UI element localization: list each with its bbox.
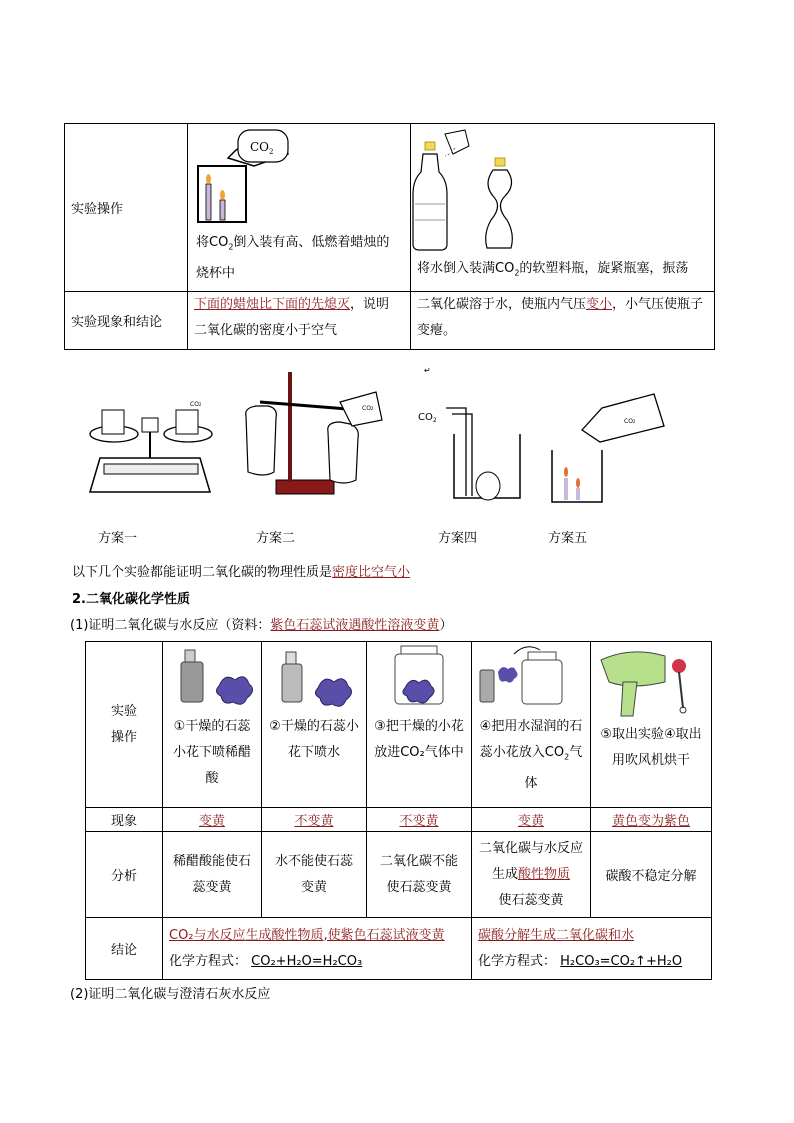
row-label-operation-2: 实验操作: [86, 642, 163, 808]
op-cell-5: [591, 642, 712, 808]
experiment-figures: [80, 368, 700, 508]
cell-bottle-experiment: [411, 124, 715, 292]
co2-bubble-label: $CO_2$: [250, 140, 274, 156]
equation-left: CO₂+H₂O=H₂CO₃: [251, 953, 363, 969]
spray-jar-icon: [472, 642, 590, 708]
figure-label-5: 方案五: [548, 531, 588, 546]
section-2-title: 2.二氧化碳化学性质: [72, 592, 190, 607]
op-cell-2: [262, 642, 367, 808]
observation-bottle: 二氧化碳溶于水，使瓶内气压变小，小气压使瓶子 变瘪。: [411, 291, 715, 349]
phenomenon-3: 不变黄: [399, 814, 439, 829]
summary-line: 以下几个实验都能证明二氧化碳的物理性质是密度比空气小: [72, 565, 411, 580]
op-cell-4: [472, 642, 591, 808]
observation-candle: 下面的蜡烛比下面的先熄灭，说明 二氧化碳的密度小于空气: [188, 291, 411, 349]
cell-candle-experiment: [188, 124, 411, 292]
hair-dryer-icon: [591, 642, 711, 718]
op-cell-3: [367, 642, 472, 808]
beaker-candles-figure: [552, 394, 664, 502]
bottle-description: 将水倒入装满$CO_2$的软塑料瓶，旋紧瓶塞，振荡: [417, 261, 689, 278]
op-cell-1: [163, 642, 262, 808]
figure-label-4: 方案四: [438, 531, 478, 546]
balance-figure: [90, 401, 212, 492]
row-label-conclusion: 结论: [86, 918, 163, 980]
figure-label-2: 方案二: [256, 531, 296, 546]
table-experiment-1: [64, 123, 715, 350]
label-text: 实验操作: [71, 201, 124, 217]
analysis-5: 碳酸不稳定分解: [591, 832, 712, 918]
analysis-1: 稀醋酸能使石蕊变黄: [163, 832, 262, 918]
stand-bags-figure: [246, 372, 382, 494]
row-label-observation: 实验现象和结论: [65, 291, 188, 349]
figure-label-1: 方案一: [98, 531, 138, 546]
candle-description: 将$CO_2$倒入装有高、低燃着蜡烛的烧杯中: [196, 235, 390, 281]
op-text-4: ④把用水湿润的石蕊小花放入$CO_2$气体: [479, 719, 583, 791]
row-label-operation: [65, 124, 188, 292]
jar-flower-icon: [367, 642, 471, 708]
svg-text:CO2: CO2: [624, 418, 636, 425]
op-text-3: ③把干燥的小花放进CO₂气体中: [374, 719, 464, 760]
svg-text:CO2: CO2: [362, 405, 374, 412]
bottle-figure: [411, 124, 719, 256]
beaker-egg-figure: [418, 408, 520, 500]
op-text-2: ②干燥的石蕊小花下喷水: [269, 719, 359, 760]
subsection-1: (1)证明二氧化碳与水反应（资料：紫色石蕊试液遇酸性溶液变黄）: [70, 618, 453, 633]
co2-label: $CO_2$: [418, 412, 437, 424]
svg-text:CO2: CO2: [190, 401, 202, 408]
conclusion-left: CO₂与水反应生成酸性物质,使紫色石蕊试液变黄 化学方程式： CO₂+H₂O=H₂CO₃: [163, 918, 472, 980]
phenomenon-4: 变黄: [517, 814, 544, 829]
phenomenon-1: 变黄: [198, 814, 225, 829]
analysis-4: 二氧化碳与水反应生成酸性物质 使石蕊变黄: [472, 832, 591, 918]
op-text-1: ①干燥的石蕊小花下喷稀醋酸: [172, 719, 251, 786]
phenomenon-5: 黄色变为紫色: [611, 814, 690, 829]
subsection-2: (2)证明二氧化碳与澄清石灰水反应: [70, 987, 271, 1002]
equation-right: H₂CO₃=CO₂↑+H₂O: [560, 953, 683, 969]
candle-beaker-figure: [188, 124, 410, 232]
analysis-2: 水不能使石蕊变黄: [262, 832, 367, 918]
op-text-5: ⑤取出实验④取出用吹风机烘干: [600, 727, 702, 768]
conclusion-right: 碳酸分解生成二氧化碳和水 化学方程式： H₂CO₃=CO₂↑+H₂O: [472, 918, 712, 980]
analysis-3: 二氧化碳不能使石蕊变黄: [367, 832, 472, 918]
arrow-mark: ↵: [424, 366, 431, 375]
row-label-analysis: 分析: [86, 832, 163, 918]
row-label-phenomenon: 现象: [86, 808, 163, 832]
table-experiment-2: [85, 641, 712, 980]
spray-flower-icon: [262, 642, 366, 708]
phenomenon-2: 不变黄: [294, 814, 334, 829]
spray-flower-icon: [163, 642, 261, 708]
